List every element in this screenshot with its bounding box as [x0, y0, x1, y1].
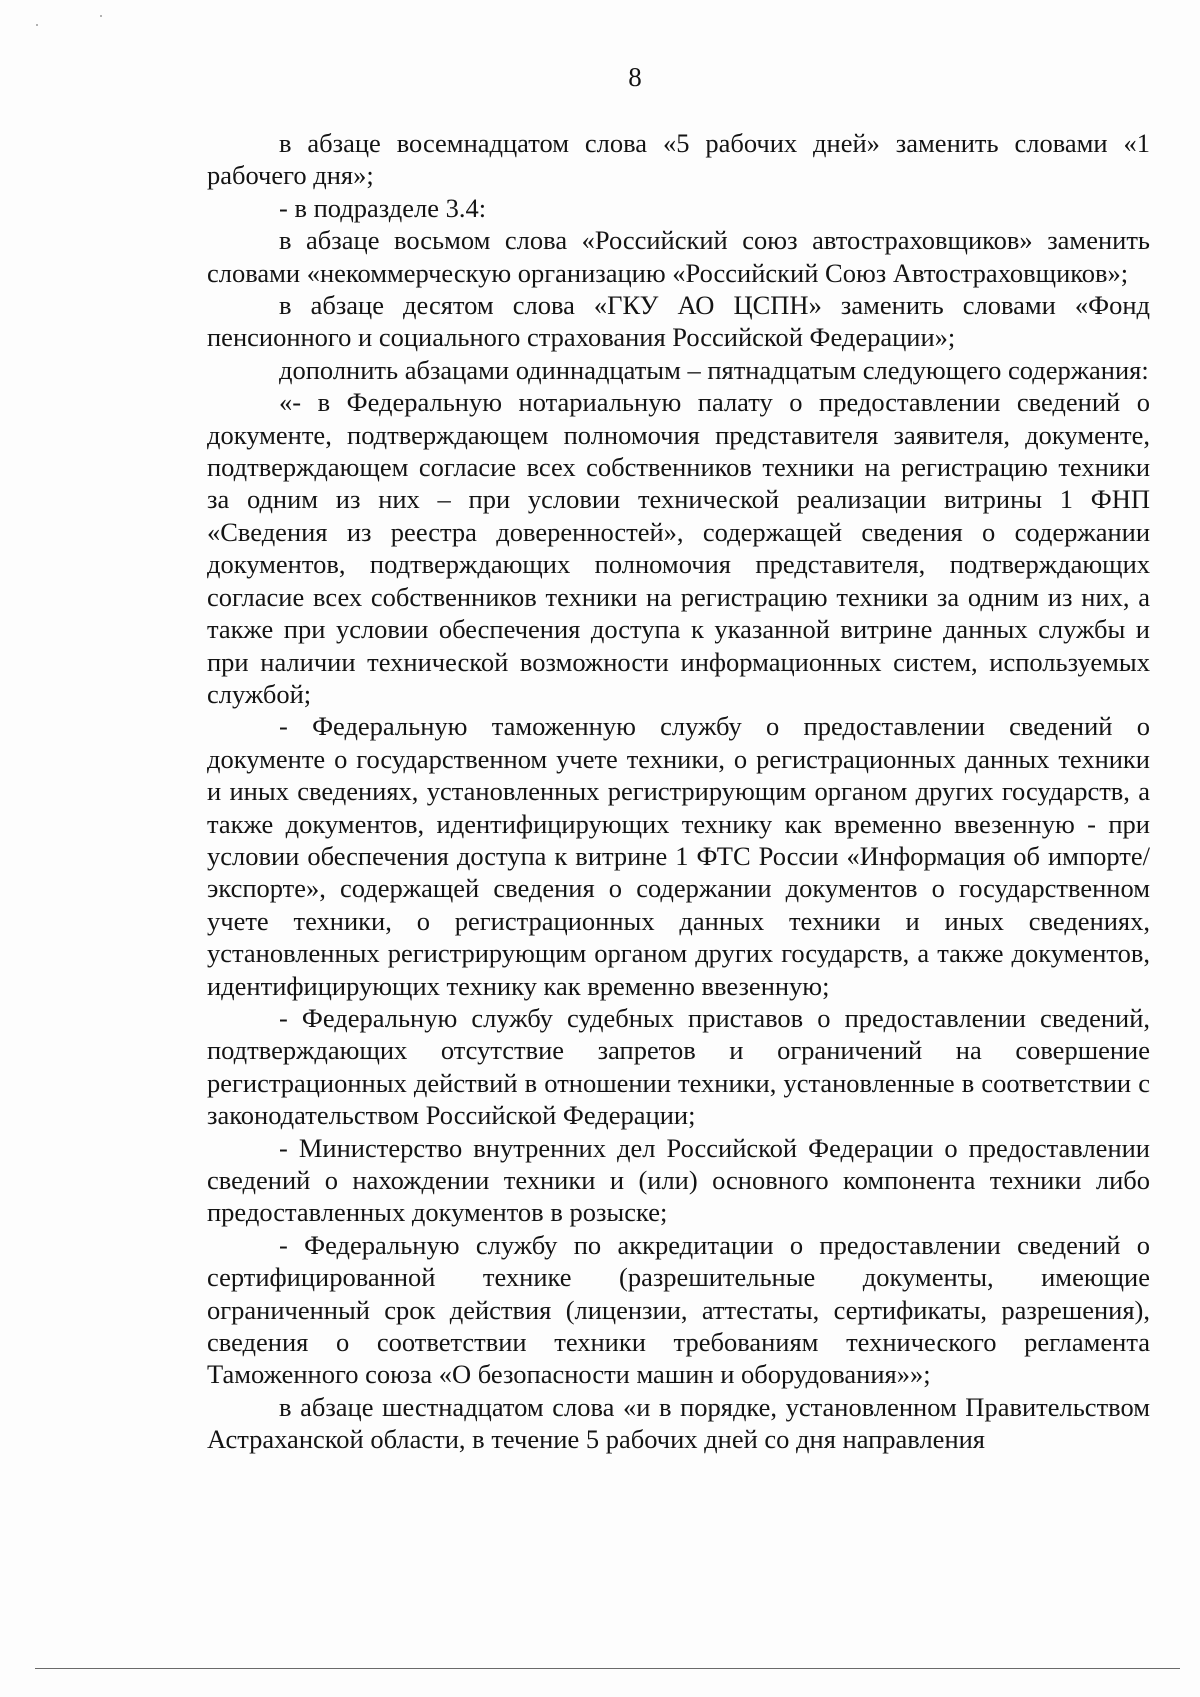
paragraph: дополнить абзацами одиннадцатым – пятнадцатым следующего содержания:	[279, 354, 1149, 385]
paragraph: - Федеральную службу судебных приставов о предоставлении сведений, подтверждающих отсутствие запретов и ограничений на совершение регистрационных действий в отношении техники, установленные в соответствии с законодательством Российской Федерации;	[207, 1002, 1150, 1131]
paragraph: - Федеральную таможенную службу о предоставлении сведений о документе о государственном учете техники, о регистрационных данных техники и иных сведениях, установленных регистрирующим органом других государств, а также документов, идентифицирующих технику как временно ввезенную - при условии обеспечения доступа к витрине 1 ФТС России «Информация об импорте/экспорте», содержащей сведения о содержании документов о государственном учете техники, о регистрационных данных техники и иных сведениях, установленных регистрирующим органом других государств, а также документов, идентифицирующих технику как временно ввезенную;	[207, 711, 1150, 1001]
paragraph: в абзаце восемнадцатом слова «5 рабочих дней» заменить словами «1 рабочего дня»;	[207, 128, 1150, 191]
paragraph: в абзаце десятом слова «ГКУ АО ЦСПН» заменить словами «Фонд пенсионного и социального страхования Российской Федерации»;	[207, 290, 1150, 353]
paragraph: в абзаце шестнадцатом слова «и в порядке, установленном Правительством Астраханской области, в течение 5 рабочих дней со дня направления	[207, 1391, 1150, 1455]
paragraph: - Министерство внутренних дел Российской Федерации о предоставлении сведений о нахождении техники и (или) основного компонента техники либо предоставленных документов в розыске;	[207, 1132, 1150, 1228]
paragraph: - в подразделе 3.4:	[279, 192, 487, 223]
paragraph: «- в Федеральную нотариальную палату о предоставлении сведений о документе, подтверждающем полномочия представителя заявителя, документе, подтверждающем согласие всех собственников техники на регистрацию техники за одним из них – при условии технической реализации витрины 1 ФНП «Сведения из реестра доверенностей», содержащей сведения о содержании документов, подтверждающих полномочия представителя, подтверждающих согласие всех собственников техники на регистрацию техники за одним из них, а также при условии обеспечения доступа к указанной витрине данных службы и при наличии технической возможности информационных систем, используемых службой;	[207, 387, 1150, 709]
paragraph: - Федеральную службу по аккредитации о предоставлении сведений о сертифицированной технике (разрешительные документы, имеющие ограниченный срок действия (лицензии, аттестаты, сертификаты, разрешения), сведения о соответствии техники требованиям технического регламента Таможенного союза «О безопасности машин и оборудования»»;	[207, 1229, 1150, 1390]
scan-speck	[36, 24, 38, 26]
paragraph: в абзаце восьмом слова «Российский союз автостраховщиков» заменить словами «некоммерческую организацию «Российский Союз Автостраховщиков»;	[207, 225, 1150, 288]
scan-edge-line	[35, 1668, 1180, 1669]
page-number: 8	[628, 62, 642, 92]
scan-speck	[100, 15, 102, 17]
document-body	[207, 127, 1150, 1456]
